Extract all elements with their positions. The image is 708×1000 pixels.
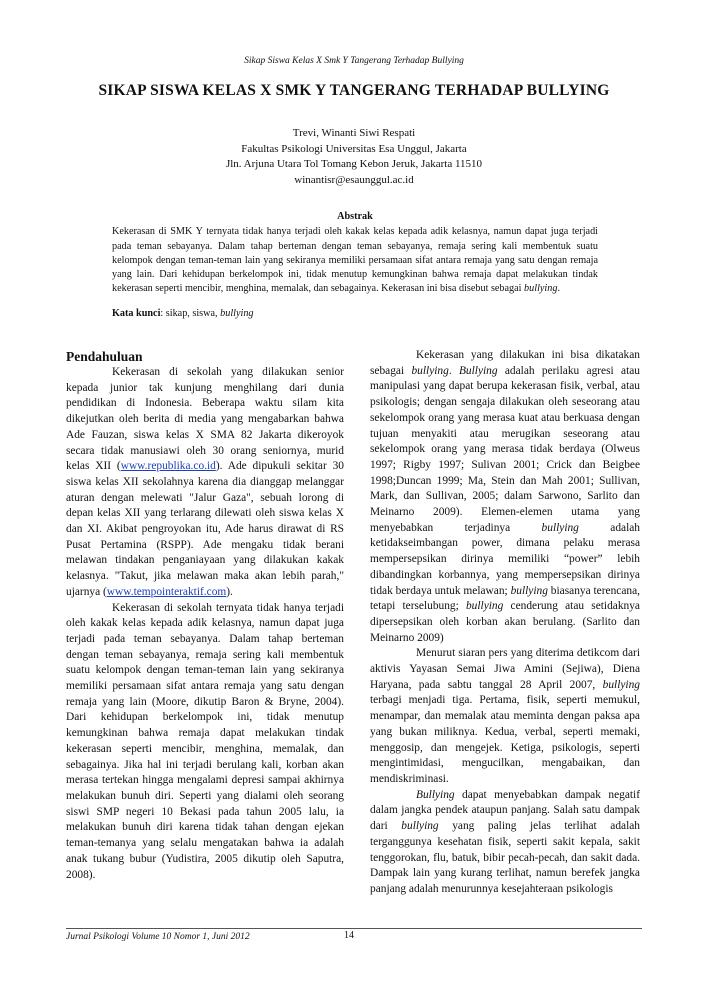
page-number: 14 xyxy=(344,930,354,941)
abstract xyxy=(112,210,598,321)
author-affiliation: Fakultas Psikologi Universitas Esa Unggul, Jakarta xyxy=(241,142,467,155)
paragraph: Menurut siaran pers yang diterima detikcom dari aktivis Yayasan Semai Jiwa Amini (Sejiwa), Diena Haryana, pada sabtu tanggal 28 April 2007, bullying terbagi menjadi tiga. Pertama, fisik, seperti memukul, menampar, dan memalak atau meminta dengan paksa apa yang bukan miliknya. Kedua, verbal, seperti memaki, menggosip, dan mengejek. Ketiga, psikologis, seperti mengintimidasi, mengucilkan, mengabaikan, dan mendiskriminasi. xyxy=(370,647,640,785)
abstract-text: Kekerasan di SMK Y ternyata tidak hanya terjadi oleh kakak kelas kepada adik kelasnya, namun dapat juga terjadi pada teman sebayanya. Dalam tahap berteman dengan teman sebayanya, remaja sering kali membentuk suatu kelompok dengan teman-teman lain yang sekiranya memiliki persamaan sifat antara remaja yang satu dengan remaja yang lain. Dari kehidupan berkelompok ini, tidak menutup kemungkinan bahwa remaja dapat melakukan tindak kekerasan seperti mencibir, menghina, memalak, dan sebagainya. Kekerasan ini bisa disebut sebagai bullying. xyxy=(112,226,598,295)
link-republika[interactable]: www.republika.co.id xyxy=(120,460,216,473)
paragraph: Kekerasan di sekolah ternyata tidak hanya terjadi oleh kakak kelas kepada adik kelasnya, namun dapat juga terjadi pada teman sebayanya. Dalam tahap berteman dengan teman sebayanya, remaja sering kali membentuk suatu kelompok dengan teman-teman lain yang sekiranya memiliki persamaan sifat antara remaja yang satu dengan remaja yang lain (Moore, dikutip Baron & Bryne, 2004). Dari kehidupan berkelompok ini, tidak menutup kemungkinan bahwa remaja dapat melakukan tindak kekerasan seperti mencibir, menghina, memalak, dan sebagainya. Jika hal ini terjadi berulang kali, korban akan merasa tertekan hingga mengalami depresi sampai akhirnya melakukan bunuh diri. Seperti yang dialami oleh seorang siswi SMP negeri 10 Bekasi pada tahun 2005 lalu, ia melakukan bunuh diri karena tidak tahan dengan ejekan teman-temanya yang selalu mengatakan bahwa ia adalah anak tukang bubur (Yudistira, 2005 dikutip oleh Saputra, 2008). xyxy=(66,601,344,881)
left-column xyxy=(66,348,344,883)
author-block xyxy=(0,126,708,188)
keywords: Kata kunci: sikap, siswa, bullying xyxy=(112,307,254,319)
paragraph: Kekerasan di sekolah yang dilakukan senior kepada junior tak kunjung menghilang dari dunia pendidikan di Indonesia. Beberapa waktu silam kita dikejutkan oleh berita di media yang mengabarkan bahwa Ade Fauzan, siswa kelas X SMA 82 Jakarta dikeroyok secara tidak manusiawi oleh 30 orang seniornya, murid kelas XII (www.republika.co.id). Ade dipukuli sekitar 30 siswa kelas XII sekolahnya karena dia dianggap melanggar aturan dengan melewati "Jalur Gaza", sebuah lorong di depan kelas XII yang terlarang dilewati oleh siswa kelas X dan XI. Akibat pengroyokan itu, Ade harus dirawat di RS Pusat Pertamina (RSPP). Ade mengaku tidak berani melawan tindakan penganiayaan yang dilakukan kakak kelasnya. "Takut, jika melawan maka akan lebih parah," ujarnya (www.tempointeraktif.com). xyxy=(66,366,344,598)
right-column xyxy=(370,348,640,898)
footer-rule xyxy=(66,928,642,929)
author-email[interactable]: winantisr@esaunggul.ac.id xyxy=(294,173,414,186)
link-tempointeraktif[interactable]: www.tempointeraktif.com xyxy=(106,585,227,598)
abstract-heading: Abstrak xyxy=(337,211,373,222)
running-head: Sikap Siswa Kelas X Smk Y Tangerang Terhadap Bullying xyxy=(244,56,464,66)
paragraph: Bullying dapat menyebabkan dampak negatif dalam jangka pendek ataupun panjang. Salah satu dampak dari bullying yang paling jelas terlihat adalah terganggunya kesehatan fisik, seperti sakit kepala, sakit tenggorokan, flu, batuk, bibir pecah-pecah, dan sakit dada. Dampak lain yang kurang terlihat, namun berefek jangka panjang adalah menurunnya kesejahteraan psikologis xyxy=(370,788,640,895)
paper-title: SIKAP SISWA KELAS X SMK Y TANGERANG TERHADAP BULLYING xyxy=(98,82,610,99)
author-address: Jln. Arjuna Utara Tol Tomang Kebon Jeruk, Jakarta 11510 xyxy=(225,158,483,170)
author-names: Trevi, Winanti Siwi Respati xyxy=(292,127,416,139)
journal-footer: Jurnal Psikologi Volume 10 Nomor 1, Juni 2012 xyxy=(66,932,250,942)
paragraph: Kekerasan yang dilakukan ini bisa dikatakan sebagai bullying. Bullying adalah perilaku agresi atau manipulasi yang dapat berupa kekerasan fisik, verbal, atau psikologis; dengan sengaja dilakukan oleh seseorang atau sekelompok orang yang merasa kuat atau berkuasa dengan tujuan menyakiti atau merugikan seseorang atau sekelompok orang yang merasa tidak berdaya (Olweus 1997; Rigby 1997; Sulivan 2001; Crick dan Beigbee 1998;Duncan 1999; Ma, Stein dan Mah 2001; Sullivan, Mark, dan Sullivan, 2005; dalam Sarwono, Sarlito dan Meinarno 2009). Elemen-elemen utama yang menyebabkan terjadinya bullying adalah ketidakseimbangan power, dimana pelaku merasa mempersepsikan dirinya memiliki “power” lebih dibandingkan korbannya, yang mempersepsikan dirinya tidak berdaya untuk melawan; bullying biasanya terencana, tetapi terselubung; bullying cenderung atau setidaknya dipersepsikan oleh korban akan berulang. (Sarlito dan Meinarno 2009) xyxy=(370,349,640,644)
section-heading: Pendahuluan xyxy=(66,349,143,364)
